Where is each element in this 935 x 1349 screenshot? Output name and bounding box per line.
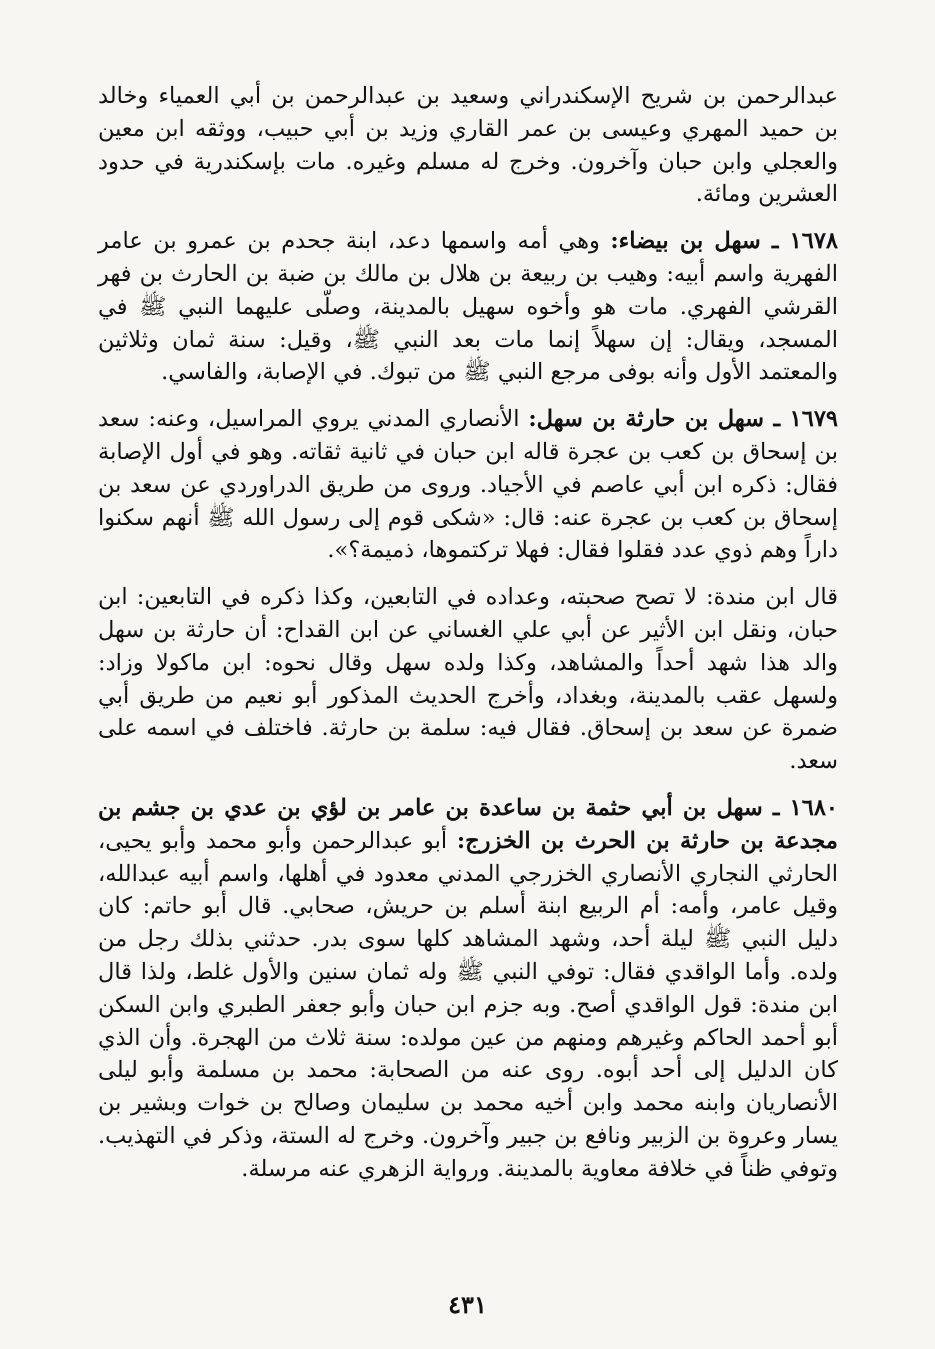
entry-heading: ١٦٧٨ ـ سهل بن بيضاء: [610, 228, 838, 255]
entry-1680 [98, 792, 838, 1186]
page-number: ٤٣١ [448, 1290, 487, 1319]
entry-1679 [98, 403, 838, 567]
entry-text: أبو عبدالرحمن وأبو محمد وأبو يحيى، الحارثي النجاري الأنصاري الخزرجي المدني معدود في أهلها، واسم أبيه عبدالله، وقيل عامر، وأمه: أم الربيع ابنة أسلم بن حريش، صحابي. قال أبو حاتم: كان دليل النبي ﷺ ليلة أحد، وشهد المشاهد كلها سوى بدر. حدثني بذلك رجل من ولده. وأما الواقدي فقال: توفي النبي ﷺ وله ثمان سنين والأول غلط، ولذا قال ابن مندة: قول الواقدي أصح. وبه جزم ابن حبان وأبو جعفر الطبري وابن السكن أبو أحمد الحاكم وغيرهم ومنهم من عين مولده: سنة ثلاث من الهجرة. وأن الذي كان الدليل إلى أحد أبوه. روى عنه من الصحابة: محمد بن مسلمة وأبو ليلى الأنصاريان وابنه محمد وابن أخيه محمد بن سليمان وصالح بن خوات وبشير بن يسار وعروة بن الزبير ونافع بن جبير وآخرون. وخرج له الستة، وذكر في التهذيب. وتوفي ظناً في خلافة معاوية بالمدينة. ورواية الزهري عنه مرسلة. [98, 827, 838, 1182]
entry-1678 [98, 225, 838, 389]
paragraph-continuation [98, 80, 838, 211]
page-body [98, 80, 838, 1186]
entry-heading: ١٦٧٩ ـ سهل بن حارثة بن سهل: [528, 406, 838, 433]
entry-text: وهي أمه واسمها دعد، ابنة جحدم بن عمرو بن عامر الفهرية واسم أبيه: وهيب بن ربيعة بن هلال بن مالك بن ضبة بن الحارث بن فهر القرشي الفهري. مات هو وأخوه سهيل بالمدينة، وصلّى عليهما النبي ﷺ في المسجد، ويقال: إن سهلاً إنما مات بعد النبي ﷺ، وقيل: سنة ثمان وثلاثين والمعتمد الأول وأنه بوفى مرجع النبي ﷺ من تبوك. في الإصابة، والفاسي. [98, 228, 838, 386]
entry-1679-continued [98, 581, 838, 778]
entry-text: الأنصاري المدني يروي المراسيل، وعنه: سعد بن إسحاق بن كعب بن عجرة قاله ابن حبان في ثانية ثقاته. وهو في أول الإصابة فقال: ذكره ابن أبي عاصم في الأجياد. وروى من طريق الدراوردي عن سعد بن إسحاق بن كعب بن عجرة عنه: قال: «شكى قوم إلى رسول الله ﷺ أنهم سكنوا داراً وهم ذوي عدد فقلوا فقال: فهلا تركتموها، ذميمة؟». [98, 406, 838, 564]
paragraph-text: عبدالرحمن بن شريح الإسكندراني وسعيد بن عبدالرحمن بن أبي العمياء وخالد بن حميد المهري وعيسى بن عمر القاري وزيد بن أبي حبيب، ووثقه ابن معين والعجلي وابن حبان وآخرون. وخرج له مسلم وغيره. مات بإسكندرية في حدود العشرين ومائة. [98, 83, 838, 208]
paragraph-text: قال ابن مندة: لا تصح صحبته، وعداده في التابعين، وكذا ذكره في التابعين: ابن حبان، ونقل ابن الأثير عن أبي علي الغساني عن ابن القداح: أن حارثة بن سهل والد هذا شهد أحداً والمشاهد، وكذا ولده سهل وقال نحوه: ابن ماكولا وزاد: ولسهل عقب بالمدينة، وبغداد، وأخرج الحديث المذكور أبو نعيم من طريق أبي ضمرة عن سعد بن إسحاق. فقال فيه: سلمة بن حارثة. فاختلف في اسمه على سعد. [98, 584, 838, 775]
entry-heading: ١٦٨٠ ـ سهل بن أبي حثمة بن ساعدة بن عامر بن لؤي بن عدي بن جشم بن مجدعة بن حارثة بن الحرث بن الخزرج: [98, 794, 838, 854]
